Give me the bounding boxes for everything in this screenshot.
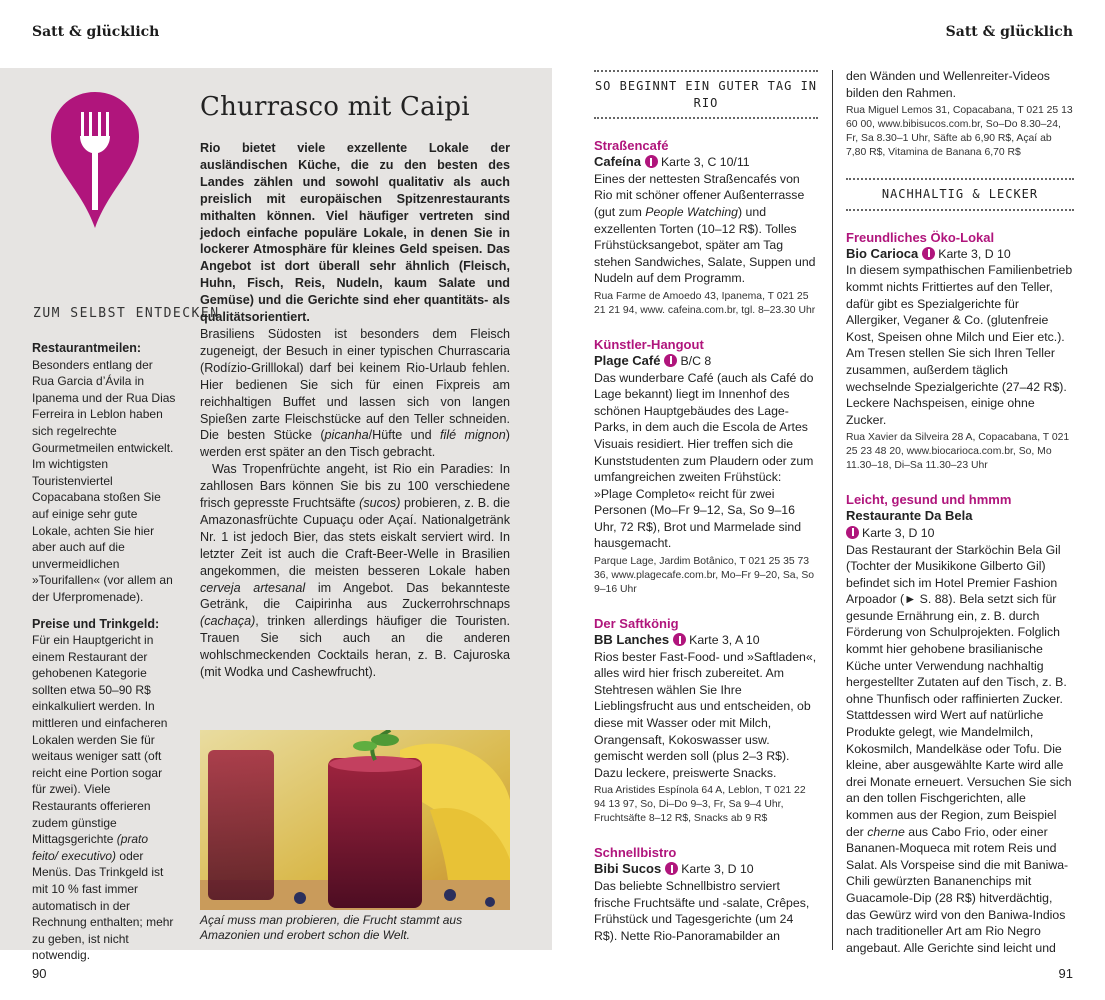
venue-description: Das wunderbare Café (auch als Café do Lage bekannt) liegt im Innenhof des schönen Hauptgebäudes des Lage-Parks, in dem auch die Escola de Artes Visuais residiert. Hier treffen sich die Kunststudenten zum Plaudern oder zum umfangreichen zweiten Frühstück: »Plage Completo« reicht für zwei Personen (Mo–Fr 9–12, Sa, So 9–16 Uhr, 72 R$), Brot und Marmelade sind hausgemacht. bbox=[594, 370, 814, 551]
venue-pin-icon bbox=[665, 862, 678, 875]
column-heading: SO BEGINNT EIN GUTER TAG IN RIO bbox=[594, 70, 818, 119]
page-number-right: 91 bbox=[1058, 966, 1073, 981]
continued-text: den Wänden und Wellenreiter-Videos bilden den Rahmen. bbox=[846, 69, 1050, 100]
venue-description: Eines der nettesten Straßencafés von Rio mit schöner offener Außenterrasse (gut zum People Watching) und exzellenten Torten (10–12 R$). Tolles Frühstücksangebot, später am Tag stehen Sandwiches, Salate, Suppen und Nudeln auf dem Programm. bbox=[594, 171, 816, 286]
venue-name: Plage Café bbox=[594, 352, 661, 368]
venue-entry bbox=[846, 229, 1074, 474]
venue-map-ref: Karte 3, D 10 bbox=[938, 246, 1011, 261]
venue-category: Künstler-Hangout bbox=[594, 336, 704, 352]
article-title: Churrasco mit Caipi bbox=[200, 92, 470, 122]
venue-entry bbox=[594, 844, 818, 944]
venue-address: Parque Lage, Jardim Botânico, T 021 25 35 73 36, www.plagecafe.com.br, Mo–Fr 9–20, Sa, So 9–16 Uhr bbox=[594, 556, 815, 596]
venue-name: BB Lanches bbox=[594, 632, 670, 648]
venue-name: Bibi Sucos bbox=[594, 861, 662, 877]
venue-pin-icon bbox=[645, 155, 658, 168]
venue-address: Rua Aristides Espínola 64 A, Leblon, T 021 22 94 13 97, So, Di–Do 9–3, Fr, Sa 9–4 Uhr, Fruchtsäfte 8–12 R$, Snacks ab 9 R$ bbox=[594, 785, 806, 825]
column-right bbox=[846, 68, 1074, 974]
column-left bbox=[594, 70, 818, 962]
venue-map-ref: Karte 3, C 10/11 bbox=[660, 155, 750, 170]
venue-pin-icon bbox=[673, 633, 686, 646]
article-lead: Rio bietet viele exzellente Lokale der ausländischen Küche, die zu den besten des Landes zählen und sowohl qualitativ als auch preislich mit europäischen Spitzenrestaurants mithalten können. Viel häufiger vertreten sind jedoch einfache populäre Lokale, in denen Sie in lockerer Atmosphäre für kleines Geld speisen. Das Angebot ist dort überall sehr ähnlich (Fleisch, Huhn, Fisch, Reis, Nudeln, kaum Salate und Gemüse) und die Gerichte sind eher quantitäts- als qualitätsorientiert. bbox=[200, 141, 510, 325]
column-heading: NACHHALTIG & LECKER bbox=[846, 178, 1074, 211]
venue-entry bbox=[594, 615, 818, 826]
venue-map-ref: Karte 3, D 10 bbox=[862, 525, 935, 540]
venue-category: Freundliches Öko-Lokal bbox=[846, 229, 995, 245]
article-body bbox=[200, 140, 510, 681]
sidebar-heading: ZUM SELBST ENTDECKEN bbox=[33, 306, 220, 321]
venue-pin-icon bbox=[846, 526, 859, 539]
running-head-left: Satt & glücklich bbox=[32, 24, 160, 40]
sidebar-section-restaurantmeilen bbox=[32, 340, 176, 606]
venue-name: Restaurante Da Bela bbox=[846, 508, 973, 524]
acai-drinks-photo bbox=[200, 730, 510, 910]
venue-entry bbox=[594, 336, 818, 597]
venue-entry bbox=[846, 491, 1074, 956]
photo-caption: Açaí muss man probieren, die Frucht stammt aus Amazonien und erobert schon die Welt. bbox=[200, 913, 463, 942]
venue-pin-icon bbox=[664, 354, 677, 367]
venue-category: Schnellbistro bbox=[594, 845, 677, 861]
venue-name: Bio Carioca bbox=[846, 245, 919, 261]
sidebar-section-title: Preise und Trinkgeld: bbox=[32, 616, 160, 631]
venue-name: Cafeína bbox=[594, 154, 641, 170]
sidebar-italic-term: (prato feito/ executivo) bbox=[32, 832, 149, 863]
venue-pin-icon bbox=[922, 247, 935, 260]
fork-pin-icon bbox=[49, 90, 141, 230]
sidebar-section-text: Besonders entlang der Rua Garcia d’Ávila in Ipanema und der Rua Dias Ferreira in Leblon haben sich regelrechte Gourmetmeilen entwickelt. Im wichtigsten Touristenviertel Copacabana stoßen Sie auf einige sehr gute Lokale, achten Sie hier aber auch auf die unvermeidlichen »Tourifallen« (vor allem an der Uferpromenade). bbox=[32, 357, 176, 604]
sidebar-section-text: oder Menüs. Das Trinkgeld ist mit 10 % fast immer automatisch in der Rechnung enthalten; mehr zu geben, ist nicht notwendig. bbox=[32, 848, 174, 963]
venue-address: Rua Xavier da Silveira 28 A, Copacabana, T 021 25 23 48 20, www.biocarioca.com.br, So, Mo 11.30–18, Di–Sa 11.30–23 Uhr bbox=[846, 432, 1070, 472]
venue-description: Das beliebte Schnellbistro serviert frische Fruchtsäfte und -salate, Crêpes, Frühstück und Tagesgerichte (um 24 R$). Nette Rio-Panoramabilder an bbox=[594, 879, 810, 943]
article-paragraph: Brasiliens Südosten ist besonders dem Fleisch zugeneigt, der Besuch in einer typischen Churrascaria (Rodízio-Grilllokal) darf bei keinem Rio-Urlaub fehlen. Hier bedienen Sie sich für einen Fixpreis am reichhaltigen Buffet und lassen sich von langen Spießen zarte Fleischstücke auf den Teller schneiden. Die besten Stücke (picanha/Hüfte und filé mignon) werden erst später an den Tisch gebracht. bbox=[200, 326, 510, 460]
article-paragraph: Was Tropenfrüchte angeht, ist Rio ein Paradies: In zahllosen Bars können Sie bis zu 100 verschiedene frisch gepresste Fruchtsäfte (sucos) probieren, z. B. die Amazonasfrüchte Cupuaçu oder Açaí. Nationalgetränk Nr. 1 ist jedoch Bier, das stets eiskalt serviert wird. In letzter Zeit ist auch die Craft-Beer-Welle in Brasilien angekommen, die meisten besseren Lokale haben cerveja artesanal im Angebot. Das bekannteste Getränk, die Caipirinha aus Zuckerrohrschnaps (cachaça), trinken allerdings häufiger die Touristen. Trauen Sie sich auch an die anderen wohlschmeckenden Cocktails heran, z. B. Cajuroska (mit Wodka und Cashewfrucht). bbox=[200, 462, 510, 680]
venue-category: Der Saftkönig bbox=[594, 616, 679, 632]
column-divider bbox=[832, 70, 833, 950]
venue-category: Leicht, gesund und hmmm bbox=[846, 492, 1012, 508]
sidebar-section-preise bbox=[32, 616, 176, 964]
running-head-right: Satt & glücklich bbox=[945, 24, 1073, 40]
sidebar-section-text: Für ein Hauptgericht in einem Restaurant der gehobenen Kategorie sollten etwa 50–90 R$ einkalkuliert werden. In mittleren und einfacheren Lokalen werden Sie für weitaus weniger satt (oft reicht eine Portion sogar für zwei). Viele Restaurants offerieren zudem günstige Mittagsgerichte bbox=[32, 633, 168, 847]
venue-map-ref: B/C 8 bbox=[680, 353, 712, 368]
venue-address: Rua Miguel Lemos 31, Copacabana, T 021 25 13 60 00, www.bibisucos.com.br, So–Do 8.30–24, Fr, Sa 8.30–1 Uhr, Säfte ab 6,90 R$, Açaí ab 7,80 R$, Vitamina de Banana 6,70 R$ bbox=[846, 105, 1073, 159]
venue-map-ref: Karte 3, D 10 bbox=[681, 862, 754, 877]
sidebar-box bbox=[32, 340, 176, 974]
sidebar-section-title: Restaurantmeilen: bbox=[32, 341, 142, 355]
venue-category: Straßencafé bbox=[594, 138, 669, 154]
venue-entry bbox=[594, 137, 818, 318]
venue-map-ref: Karte 3, A 10 bbox=[689, 633, 760, 648]
venue-description: Rios bester Fast-Food- und »Saftladen«, alles wird hier frisch zubereitet. Am Stehtresen wählen Sie Ihre Lieblingsfrucht aus und entscheiden, ob diese mit Wasser oder mit Milch, Orangensaft, Kokoswasser usw. gemischt werden soll (plus 2–3 R$). Dazu leckere, preiswerte Snacks. bbox=[594, 649, 817, 780]
venue-description: Das Restaurant der Starköchin Bela Gil (Tochter der Musikikone Gilberto Gil) befindet sich im Hotel Premier Fashion Arpoador (► S. 88). Bela setzt sich für gesunde Ernährung ein, z. B. durch Förderung von Schulprojekten. Folglich kommt hier gehobene brasilianische Küche unter Verwendung nachhaltig hergestellter Zutaten auf den Tisch, z. B. ohne Thunfisch oder raffinierten Zucker. Stattdessen wird Wert auf natürliche Produkte gelegt, wie Mandelmilch, Kokosmilch, Mandelkäse oder Tofu. Die kleine, aber ausgewählte Karte wird alle drei Monate erneuert. Versuchen Sie sich an den tollen Fischgerichten, alle kommen aus der Region, zum Beispiel der cherne aus Cabo Frio, oder einer Bananen-Moqueca mit rotem Reis und Salat. Als Vorspeise sind die mit Baniwa-Chili gewürzten Bananenchips mit Guacamole-Dip (28 R$) hitverdächtig, das Gewürz wird von den Baniwa-Indios nach traditioneller Art am Rio Negro angebaut. Alle Gerichte sind leicht und bbox=[846, 542, 1072, 955]
venue-description: In diesem sympathischen Familienbetrieb kommt nichts Frittiertes auf den Teller, dafür gibt es Spezialgerichte für Allergiker, Veganer & Co. (glutenfreie Kost, Speisen ohne Milch und Eier etc.). Am Tresen stellen Sie sich Ihren Teller zusammen, außerdem täglich wechselnde Spezialgerichte (27–42 R$). Leckere Nachspeisen, einige ohne Zucker. bbox=[846, 263, 1073, 427]
page-number-left: 90 bbox=[32, 966, 47, 981]
venue-address: Rua Farme de Amoedo 43, Ipanema, T 021 25 21 21 94, www. cafeina.com.br, tgl. 8–23.30 Uhr bbox=[594, 290, 816, 316]
